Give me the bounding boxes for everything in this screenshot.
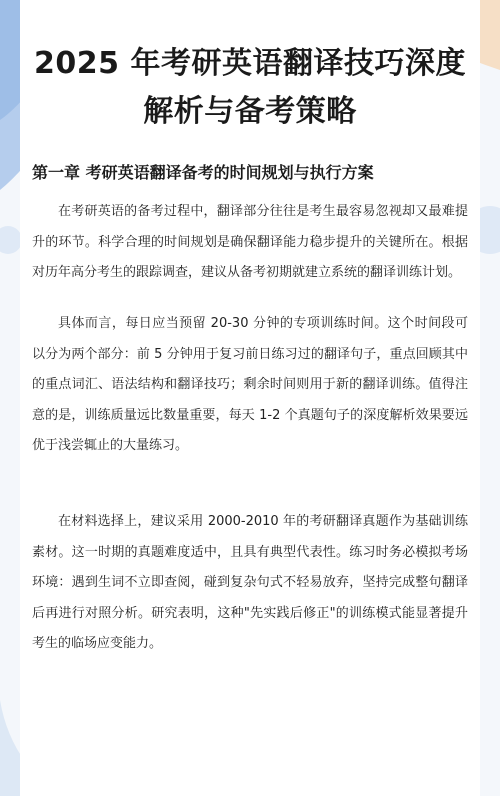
body-paragraph: 具体而言，每日应当预留 20-30 分钟的专项训练时间。这个时间段可以分为两个部分：前 5 分钟用于复习前日练习过的翻译句子，重点回顾其中的重点词汇、语法结构和翻译技巧；剩余时间则用于新的翻译训练。值得注意的是，训练质量远比数量重要，每天 1-2 个真题句子的深度解析效果要远优于浅尝辄止的大量练习。 [32,316,468,453]
body-paragraph: 在考研英语的备考过程中，翻译部分往往是考生最容易忽视却又最难提升的环节。科学合理的时间规划是确保翻译能力稳步提升的关键所在。根据对历年高分考生的跟踪调查，建议从备考初期就建立系统的翻译训练计划。 [32,204,468,280]
document-title: 2025 年考研英语翻译技巧深度解析与备考策略 [34,46,466,129]
chapter-heading: 第一章 考研英语翻译备考的时间规划与执行方案 [32,163,374,182]
document-page [20,0,480,796]
body-paragraph: 在材料选择上，建议采用 2000-2010 年的考研翻译真题作为基础训练素材。这一时期的真题难度适中，且具有典型代表性。练习时务必模拟考场环境：遇到生词不立即查阅，碰到复杂句式不轻易放弃，坚持完成整句翻译后再进行对照分析。研究表明，这种"先实践后修正"的训练模式能显著提升考生的临场应变能力。 [32,514,468,651]
